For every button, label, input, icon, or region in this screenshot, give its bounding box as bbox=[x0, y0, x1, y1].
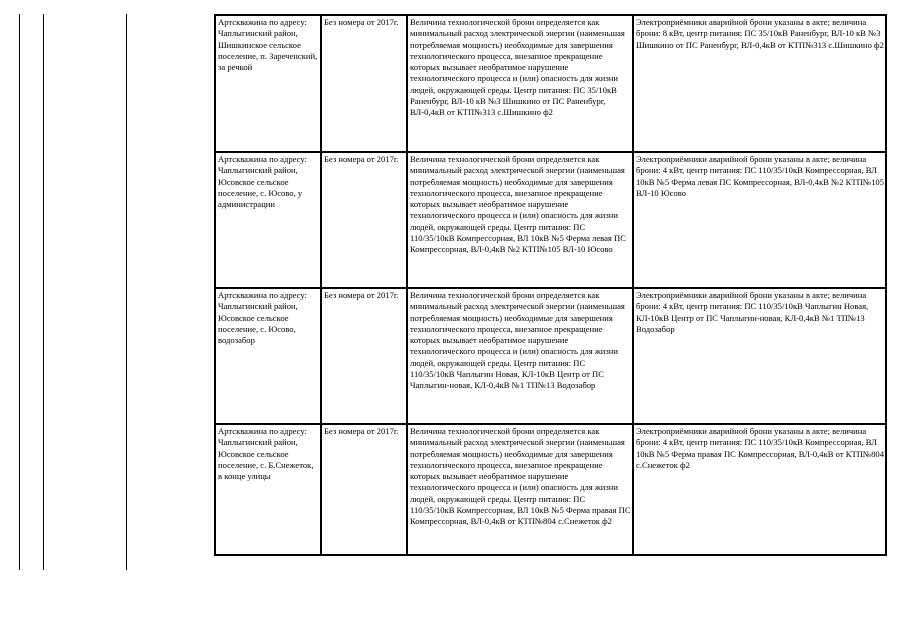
left-border-line bbox=[43, 14, 44, 570]
receivers-cell: Электроприёмники аварийной брони указаны в акте; величина брони: 8 кВт, центр питания: ПС 35/10кВ Раненбург, ВЛ-10 кВ №3 Шишкино от ПС Раненбург, ВЛ-0,4кВ от КТП№313 с.Шишкино ф2 bbox=[633, 15, 886, 152]
description-cell: Величина технологической брони определяется как минимальный расход электрической энергии (наименьшая потребляемая мощность) необходимые для завершения технологического процесса, внезапное прекращение которых вызывает необратимое нарушение технологического процесса и (или) опасность для жизни людей, окружающей среды. Центр питания: ПС 110/35/10кВ Компрессорная, ВЛ 10кВ №5 Ферма левая ПС Компрессорная, ВЛ-0,4кВ №2 КТП№105 ВЛ-10 Юсово bbox=[407, 152, 633, 288]
act-number-cell: Без номера от 2017г. bbox=[321, 15, 407, 152]
description-cell: Величина технологической брони определяется как минимальный расход электрической энергии (наименьшая потребляемая мощность) необходимые для завершения технологического процесса, внезапное прекращение которых вызывает необратимое нарушение технологического процесса и (или) опасность для жизни людей, окружающей среды. Центр питания: ПС 110/35/10кВ Чаплыгин Новая, КЛ-10кВ Центр от ПС Чаплыгин-новая, КЛ-0,4кВ №1 ТП№13 Водозабор bbox=[407, 288, 633, 424]
table-row bbox=[215, 288, 886, 424]
receivers-cell: Электроприёмники аварийной брони указаны в акте; величина брони: 4 кВт, центр питания: ПС 110/35/10кВ Компрессорная, ВЛ 10кВ №5 Ферма правая ПС Компрессорная, ВЛ-0,4кВ от КТП№804 с.Снежеток ф2 bbox=[633, 424, 886, 555]
table-row bbox=[215, 15, 886, 152]
table-row bbox=[215, 152, 886, 288]
table-row bbox=[215, 424, 886, 555]
left-border-line bbox=[126, 14, 127, 570]
description-cell: Величина технологической брони определяется как минимальный расход электрической энергии (наименьшая потребляемая мощность) необходимые для завершения технологического процесса, внезапное прекращение которых вызывает необратимое нарушение технологического процесса и (или) опасность для жизни людей, окружающей среды. Центр питания: ПС 35/10кВ Раненбург, ВЛ-10 кВ №3 Шишкино от ПС Раненбург, ВЛ-0,4кВ от КТП№313 с.Шишкино ф2 bbox=[407, 15, 633, 152]
description-cell: Величина технологической брони определяется как минимальный расход электрической энергии (наименьшая потребляемая мощность) необходимые для завершения технологического процесса, внезапное прекращение которых вызывает необратимое нарушение технологического процесса и (или) опасность для жизни людей, окружающей среды. Центр питания: ПС 110/35/10кВ Компрессорная, ВЛ 10кВ №5 Ферма правая ПС Компрессорная, ВЛ-0,4кВ от КТП№804 с.Снежеток ф2 bbox=[407, 424, 633, 555]
reserve-table bbox=[214, 14, 887, 556]
object-cell: Артскважина по адресу: Чаплыгинский район, Шишкинское сельское поселение, п. Зареченский, за речкой bbox=[215, 15, 321, 152]
left-border-line bbox=[19, 14, 20, 570]
receivers-cell: Электроприёмники аварийной брони указаны в акте; величина брони: 4 кВт, центр питания: ПС 110/35/10кВ Чаплыгин Новая, КЛ-10кВ Центр от ПС Чаплыгин-новая, КЛ-0,4кВ №1 ТП№13 Водозабор bbox=[633, 288, 886, 424]
object-cell: Артскважина по адресу: Чаплыгинский район, Юсовское сельское поселение, с. Юсово, у администрации bbox=[215, 152, 321, 288]
act-number-cell: Без номера от 2017г. bbox=[321, 288, 407, 424]
act-number-cell: Без номера от 2017г. bbox=[321, 424, 407, 555]
object-cell: Артскважина по адресу: Чаплыгинский район, Юсовское сельское поселение, с. Б.Снежеток, в конце улицы bbox=[215, 424, 321, 555]
object-cell: Артскважина по адресу: Чаплыгинский район, Юсовское сельское поселение, с. Юсово, водозабор bbox=[215, 288, 321, 424]
act-number-cell: Без номера от 2017г. bbox=[321, 152, 407, 288]
receivers-cell: Электроприёмники аварийной брони указаны в акте; величина брони: 4 кВт, центр питания: ПС 110/35/10кВ Компрессорная, ВЛ 10кВ №5 Ферма левая ПС Компрессорная, ВЛ-0,4кВ №2 КТП№105 ВЛ-10 Юсово bbox=[633, 152, 886, 288]
